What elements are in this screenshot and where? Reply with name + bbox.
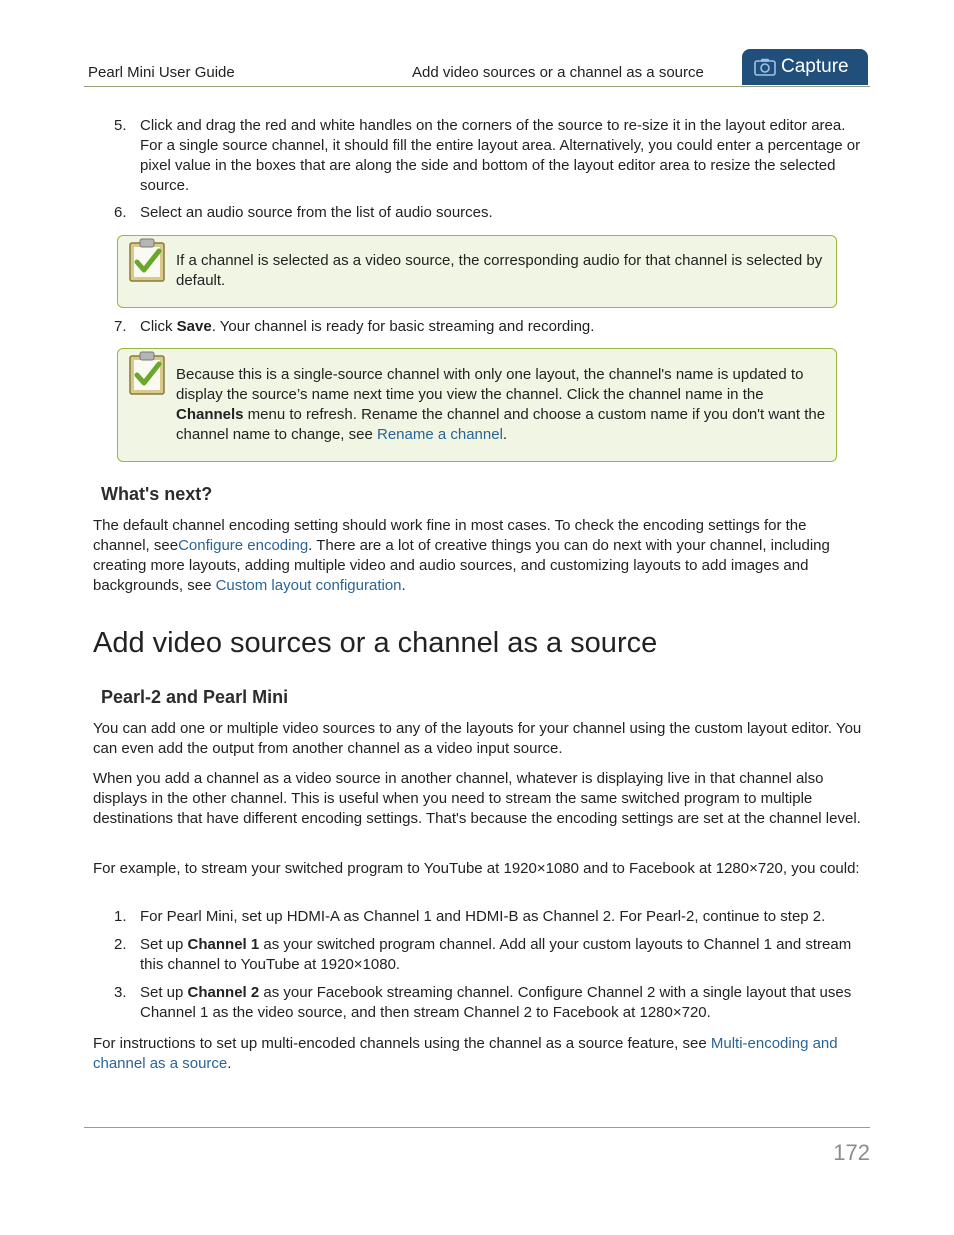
step-text: Click and drag the red and white handles on the corners of the source to re-size it in the layout editor area. For a single source channel, it should fill the entire layout area. Alternatively, you could enter a percentage or pixel value in the boxes that are along the side and bottom of the layout editor area to resize the selected source.: [140, 117, 861, 194]
page-title: Add video sources or a channel as a source: [93, 627, 658, 659]
whats-next-paragraph: The default channel encoding setting should work fine in most cases. To check the encoding settings for the channel, seeConfigure encoding. There are a lot of creative things you can do next with your channel, including creating more layouts, adding multiple video and audio sources, and customizing layouts to add images and backgrounds, see Custom layout configuration.: [93, 517, 830, 594]
clipboard-check-icon: [128, 350, 166, 396]
step-text: Select an audio source from the list of audio sources.: [140, 204, 493, 221]
step-text: Set up Channel 1 as your switched program channel. Add all your custom layouts to Channel 1 and stream this channel to YouTube at 1920×1080.: [140, 936, 852, 973]
step-number: 1.: [114, 908, 127, 925]
paragraph: For instructions to set up multi-encoded channels using the channel as a source feature, see Multi-encoding and channel as a source.: [93, 1035, 838, 1072]
camera-icon: [754, 58, 776, 76]
capture-badge-label: Capture: [781, 56, 849, 77]
paragraph: When you add a channel as a video source in another channel, whatever is displaying live in that channel also displays in the other channel. This is useful when you need to stream the same switched program to multiple destinations that have different encoding settings. That's because the encoding settings are set at the channel level.: [93, 770, 861, 827]
paragraph: For example, to stream your switched program to YouTube at 1920×1080 and to Facebook at 1280×720, you could:: [93, 860, 860, 877]
step-number: 3.: [114, 984, 127, 1001]
channel-2-label: Channel 2: [187, 984, 260, 1001]
channel-1-label: Channel 1: [187, 936, 260, 953]
header-divider: [84, 86, 870, 87]
pearl-subheading: Pearl-2 and Pearl Mini: [101, 687, 289, 707]
guide-title: Pearl Mini User Guide: [88, 64, 235, 81]
step-text: Set up Channel 2 as your Facebook streaming channel. Configure Channel 2 with a single layout that uses Channel 1 as the video source, and then stream Channel 2 to Facebook at 1280×720.: [140, 984, 852, 1021]
configure-encoding-link[interactable]: Configure encoding: [178, 537, 309, 554]
rename-channel-link[interactable]: Rename a channel: [376, 426, 503, 443]
note-text: Because this is a single-source channel with only one layout, the channel's name is updated to display the source’s name next time you view the channel. Click the channel name in the Channels menu to refresh. Rename the channel and choose a custom name if you don't want the channel name to change, see Rename a channel.: [176, 366, 826, 443]
step-number: 7.: [114, 318, 127, 335]
clipboard-check-icon: [128, 237, 166, 283]
capture-badge: [742, 49, 868, 85]
paragraph: You can add one or multiple video sources to any of the layouts for your channel using the custom layout editor. You can even add the output from another channel as a video input source.: [93, 720, 862, 757]
step-number: 5.: [114, 117, 127, 134]
step-number: 6.: [114, 204, 127, 221]
save-label: Save: [176, 318, 212, 335]
note-text: If a channel is selected as a video source, the corresponding audio for that channel is selected by default.: [176, 252, 823, 289]
custom-layout-configuration-link[interactable]: Custom layout configuration: [215, 577, 402, 594]
multi-encoding-link[interactable]: Multi-encoding and channel as a source: [93, 1035, 838, 1072]
step-number: 2.: [114, 936, 127, 953]
page-number: 172: [833, 1140, 870, 1165]
footer-divider: [84, 1127, 870, 1128]
step-text: For Pearl Mini, set up HDMI-A as Channel 1 and HDMI-B as Channel 2. For Pearl-2, continue to step 2.: [140, 908, 826, 925]
channels-menu-label: Channels: [176, 406, 244, 423]
step-text: Click Save. Your channel is ready for basic streaming and recording.: [140, 318, 595, 335]
whats-next-heading: What's next?: [101, 484, 213, 504]
running-section-title: Add video sources or a channel as a source: [412, 64, 704, 81]
